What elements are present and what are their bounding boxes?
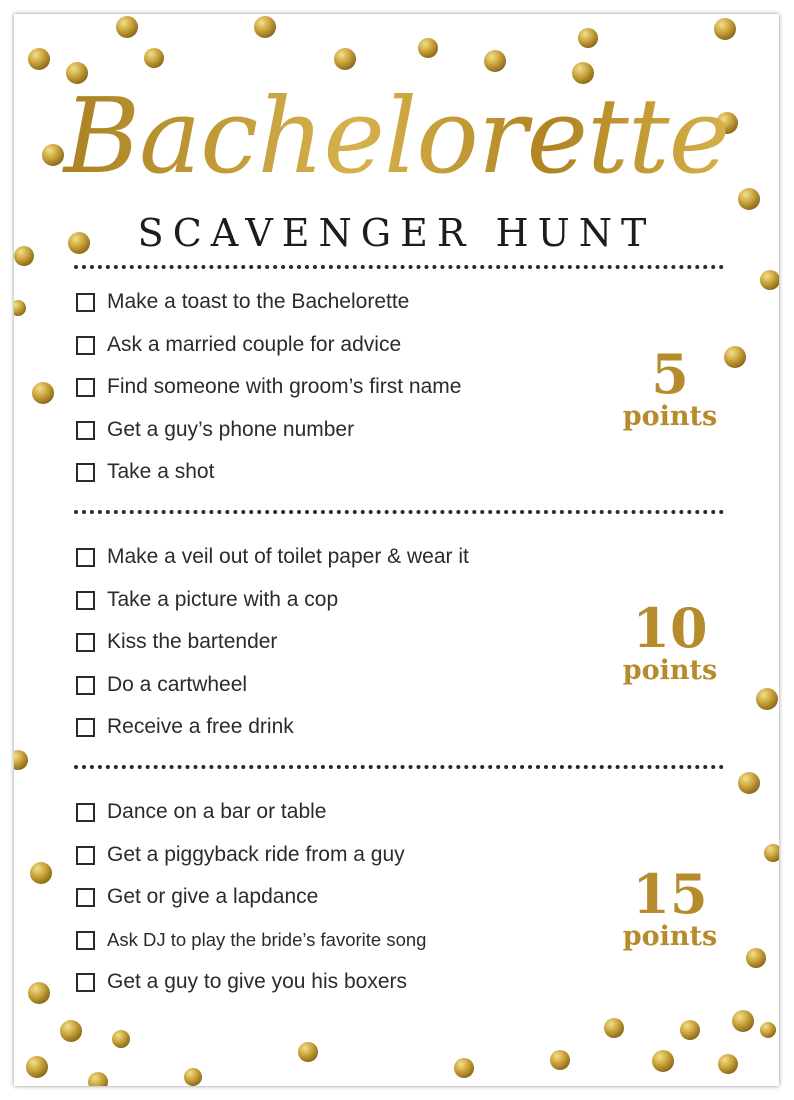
- checklist-item[interactable]: [76, 372, 461, 402]
- confetti-dot: [14, 750, 28, 770]
- confetti-dot: [732, 1010, 754, 1032]
- confetti-dot: [254, 16, 276, 38]
- item-label: Get a piggyback ride from a guy: [107, 843, 405, 866]
- confetti-dot: [60, 1020, 82, 1042]
- confetti-dot: [14, 300, 26, 316]
- item-label: Get a guy to give you his boxers: [107, 970, 407, 993]
- confetti-dot: [756, 688, 778, 710]
- confetti-dot: [28, 982, 50, 1004]
- checklist-item[interactable]: [76, 840, 405, 870]
- checklist-item[interactable]: [76, 797, 326, 827]
- confetti-dot: [738, 772, 760, 794]
- checklist-item[interactable]: [76, 330, 401, 360]
- confetti-dot: [652, 1050, 674, 1072]
- confetti-dot: [680, 1020, 700, 1040]
- confetti-dot: [88, 1072, 108, 1086]
- checkbox[interactable]: [76, 293, 95, 312]
- confetti-dot: [578, 28, 598, 48]
- points-value: 15: [632, 862, 708, 926]
- item-label: Make a veil out of toilet paper & wear it: [107, 545, 469, 568]
- checkbox[interactable]: [76, 888, 95, 907]
- confetti-dot: [760, 1022, 776, 1038]
- points-label: points: [622, 655, 718, 686]
- points-label: points: [622, 401, 718, 432]
- confetti-dot: [746, 948, 766, 968]
- confetti-dot: [714, 18, 736, 40]
- checkbox[interactable]: [76, 676, 95, 695]
- confetti-dot: [116, 16, 138, 38]
- item-label: Ask DJ to play the bride’s favorite song: [107, 929, 427, 950]
- checklist-item[interactable]: [76, 585, 338, 615]
- checkbox[interactable]: [76, 336, 95, 355]
- confetti-dot: [604, 1018, 624, 1038]
- confetti-dot: [112, 1030, 130, 1048]
- item-label: Get a guy’s phone number: [107, 418, 355, 441]
- points-badge: [610, 862, 730, 952]
- checkbox[interactable]: [76, 548, 95, 567]
- confetti-dot: [764, 844, 779, 862]
- item-label: Ask a married couple for advice: [107, 333, 402, 356]
- checkbox[interactable]: [76, 421, 95, 440]
- confetti-dot: [28, 48, 50, 70]
- confetti-dot: [334, 48, 356, 70]
- points-value: 5: [651, 342, 689, 406]
- checklist-item[interactable]: [76, 712, 294, 742]
- checkbox[interactable]: [76, 803, 95, 822]
- confetti-dot: [418, 38, 438, 58]
- confetti-dot: [26, 1056, 48, 1078]
- checklist-item[interactable]: [76, 967, 407, 997]
- item-label: Take a shot: [107, 460, 215, 483]
- checklist-item[interactable]: [76, 925, 426, 955]
- confetti-dot: [484, 50, 506, 72]
- dotted-divider: [74, 765, 724, 769]
- confetti-dot: [760, 270, 779, 290]
- item-label: Do a cartwheel: [107, 673, 248, 696]
- points-badge: [610, 596, 730, 686]
- checklist-item[interactable]: [76, 457, 214, 487]
- page-title: Bachelorette: [14, 76, 779, 196]
- item-label: Receive a free drink: [107, 715, 294, 738]
- points-label: points: [622, 921, 718, 952]
- checklist-item[interactable]: [76, 542, 469, 572]
- confetti-dot: [32, 382, 54, 404]
- item-label: Make a toast to the Bachelorette: [107, 290, 410, 313]
- dotted-divider: [74, 510, 724, 514]
- scavenger-hunt-card: [14, 14, 779, 1086]
- item-label: Dance on a bar or table: [107, 800, 327, 823]
- confetti-dot: [550, 1050, 570, 1070]
- item-label: Find someone with groom’s first name: [107, 375, 462, 398]
- checklist-item[interactable]: [76, 670, 247, 700]
- checkbox[interactable]: [76, 463, 95, 482]
- checkbox[interactable]: [76, 718, 95, 737]
- points-badge: [610, 342, 730, 432]
- page-subtitle: SCAVENGER HUNT: [137, 211, 656, 255]
- item-label: Get or give a lapdance: [107, 885, 319, 908]
- confetti-dot: [144, 48, 164, 68]
- dotted-divider: [74, 265, 724, 269]
- confetti-dot: [454, 1058, 474, 1078]
- confetti-dot: [718, 1054, 738, 1074]
- checkbox[interactable]: [76, 846, 95, 865]
- checkbox[interactable]: [76, 931, 95, 950]
- points-value: 10: [632, 596, 708, 660]
- checklist-item[interactable]: [76, 627, 277, 657]
- checkbox[interactable]: [76, 378, 95, 397]
- checklist-item[interactable]: [76, 415, 354, 445]
- confetti-dot: [298, 1042, 318, 1062]
- checkbox[interactable]: [76, 633, 95, 652]
- checklist-item[interactable]: [76, 287, 409, 317]
- checkbox[interactable]: [76, 973, 95, 992]
- checklist-item[interactable]: [76, 882, 318, 912]
- confetti-dot: [184, 1068, 202, 1086]
- confetti-dot: [30, 862, 52, 884]
- item-label: Take a picture with a cop: [107, 588, 339, 611]
- checkbox[interactable]: [76, 591, 95, 610]
- item-label: Kiss the bartender: [107, 630, 278, 653]
